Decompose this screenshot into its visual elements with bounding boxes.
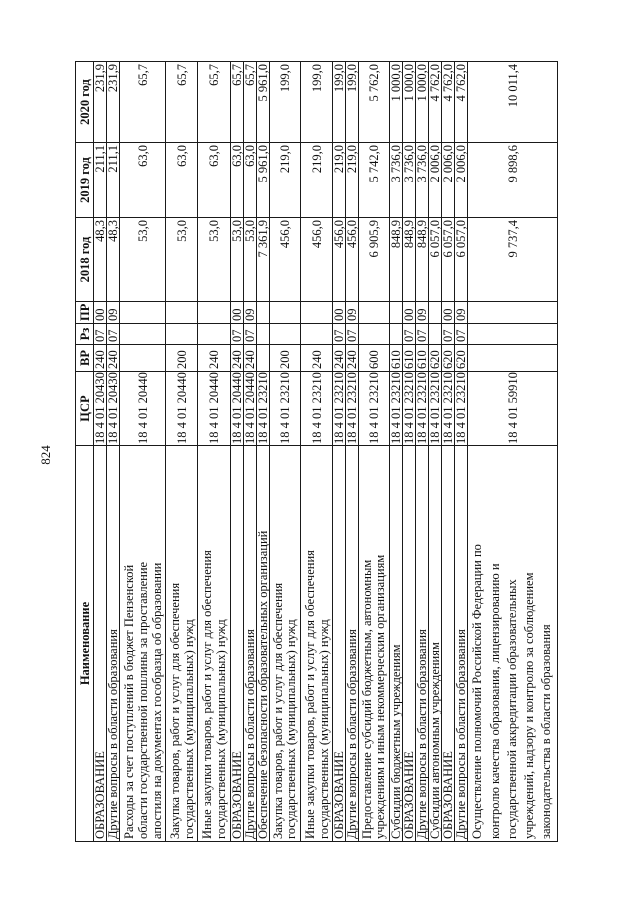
cell-2019: 211,1 — [94, 143, 107, 218]
table-row — [94, 62, 107, 842]
cell-name — [107, 446, 120, 842]
table-row — [198, 62, 231, 842]
cell-name-line: законодательства в области образования — [539, 624, 554, 839]
cell-2019: 219,0 — [270, 143, 301, 218]
header-2019: 2019 год — [76, 143, 94, 218]
cell-pr: 00 — [403, 302, 416, 324]
cell-rz: 07 — [107, 324, 120, 345]
cell-2020: 1 000,0 — [403, 62, 416, 143]
cell-vr: 620 — [429, 345, 442, 372]
cell-2020: 10 011,4 — [468, 62, 558, 143]
table-row — [429, 62, 442, 842]
cell-pr — [390, 302, 403, 324]
cell-vr: 610 — [403, 345, 416, 372]
cell-name — [455, 446, 468, 842]
cell-name-line: апостиля на документах гособразца об образовании — [149, 562, 164, 839]
cell-name-line: Иные закупки товаров, работ и услуг для обеспечения — [302, 550, 317, 839]
cell-rz — [270, 324, 301, 345]
cell-vr: 240 — [107, 345, 120, 372]
cell-2018: 848,9 — [416, 218, 429, 302]
cell-rz: 07 — [403, 324, 416, 345]
cell-vr: 240 — [244, 345, 257, 372]
cell-name — [244, 446, 257, 842]
cell-2018: 456,0 — [301, 218, 333, 302]
cell-csr: 18 4 01 23210 — [332, 372, 346, 444]
cell-2018: 6 057,0 — [455, 218, 468, 302]
cell-vr: 610 — [416, 345, 429, 372]
cell-2019: 63,0 — [244, 143, 257, 218]
header-row — [76, 62, 94, 842]
cell-name — [416, 446, 429, 842]
cell-name-line: государственных (муниципальных) нужд — [316, 619, 331, 839]
cell-2020: 65,7 — [198, 62, 231, 143]
cell-2020: 199,0 — [270, 62, 301, 143]
cell-2018: 6 057,0 — [442, 218, 455, 302]
cell-csr: 18 4 01 20430 — [106, 372, 120, 444]
cell-name — [231, 446, 244, 842]
cell-name — [257, 446, 270, 842]
cell-pr — [359, 302, 390, 324]
cell-pr: 09 — [244, 302, 257, 324]
cell-csr: 18 4 01 23210 — [441, 372, 455, 444]
cell-rz — [301, 324, 333, 345]
cell-pr — [301, 302, 333, 324]
cell-vr: 200 — [270, 345, 301, 372]
table-body — [94, 62, 558, 842]
cell-csr: 18 4 01 20440 — [166, 372, 198, 446]
cell-csr: 18 4 01 20440 — [120, 372, 166, 446]
cell-2019: 3 736,0 — [416, 143, 429, 218]
cell-2019: 3 736,0 — [403, 143, 416, 218]
cell-vr: 240 — [198, 345, 231, 372]
cell-csr: 18 4 01 20430 — [93, 372, 107, 444]
cell-2019: 63,0 — [120, 143, 166, 218]
cell-csr: 18 4 01 23210 — [256, 372, 270, 444]
cell-csr: 18 4 01 23210 — [345, 372, 359, 444]
cell-2020: 5 762,0 — [359, 62, 390, 143]
cell-name-line: Субсидии бюджетным учреждениям — [389, 644, 403, 839]
cell-2020: 4 762,0 — [429, 62, 442, 143]
cell-pr: 00 — [231, 302, 244, 324]
header-name: Наименование — [76, 446, 94, 842]
header-csr: ЦСР — [76, 372, 94, 446]
cell-name-line: Другие вопросы в области образования — [454, 629, 468, 839]
cell-rz — [390, 324, 403, 345]
cell-name-line: ОБРАЗОВАНИЕ — [93, 751, 107, 839]
cell-2018: 848,9 — [390, 218, 403, 302]
cell-2019: 9 898,6 — [468, 143, 558, 218]
cell-2019: 63,0 — [231, 143, 244, 218]
table-row — [301, 62, 333, 842]
cell-2019: 219,0 — [301, 143, 333, 218]
cell-name-line: Закупка товаров, работ и услуг для обеспечения — [167, 582, 182, 839]
cell-vr: 610 — [390, 345, 403, 372]
cell-name-line: государственной аккредитации образовательных — [504, 579, 519, 839]
cell-pr — [429, 302, 442, 324]
cell-pr — [468, 302, 558, 324]
table-row — [257, 62, 270, 842]
table-container — [75, 62, 556, 842]
cell-rz — [429, 324, 442, 345]
cell-csr: 18 4 01 23210 — [270, 372, 301, 446]
cell-vr — [257, 345, 270, 372]
cell-name — [94, 446, 107, 842]
cell-name-line: государственных (муниципальных) нужд — [181, 619, 196, 839]
cell-2020: 199,0 — [346, 62, 359, 143]
cell-rz: 07 — [333, 324, 346, 345]
cell-csr: 18 4 01 23210 — [301, 372, 333, 446]
cell-name — [198, 446, 231, 842]
table-row — [403, 62, 416, 842]
cell-2020: 4 762,0 — [442, 62, 455, 143]
cell-rz — [257, 324, 270, 345]
cell-pr: 09 — [455, 302, 468, 324]
cell-2019: 5 961,0 — [257, 143, 270, 218]
cell-name-line: ОБРАЗОВАНИЕ — [441, 751, 455, 839]
cell-name-line: государственных (муниципальных) нужд — [214, 619, 228, 839]
cell-name-line: государственных (муниципальных) нужд — [284, 619, 298, 839]
cell-vr: 240 — [94, 345, 107, 372]
cell-2019: 2 006,0 — [429, 143, 442, 218]
table-row — [270, 62, 301, 842]
cell-2020: 65,7 — [231, 62, 244, 143]
cell-rz: 07 — [346, 324, 359, 345]
cell-name — [429, 446, 442, 842]
cell-vr: 240 — [231, 345, 244, 372]
cell-vr: 240 — [333, 345, 346, 372]
cell-rz — [166, 324, 198, 345]
cell-vr: 240 — [346, 345, 359, 372]
cell-2019: 5 742,0 — [359, 143, 390, 218]
cell-vr: 200 — [166, 345, 198, 372]
cell-name — [120, 446, 166, 842]
cell-rz: 07 — [455, 324, 468, 345]
cell-2018: 456,0 — [346, 218, 359, 302]
cell-2018: 53,0 — [231, 218, 244, 302]
cell-name — [270, 446, 301, 842]
table-row — [359, 62, 390, 842]
cell-rz: 07 — [442, 324, 455, 345]
cell-vr: 620 — [455, 345, 468, 372]
cell-name-line: Другие вопросы в области образования — [106, 629, 120, 839]
cell-2020: 4 762,0 — [455, 62, 468, 143]
cell-pr: 09 — [416, 302, 429, 324]
cell-2019: 2 006,0 — [442, 143, 455, 218]
cell-csr: 18 4 01 23210 — [428, 372, 442, 444]
cell-2019: 3 736,0 — [390, 143, 403, 218]
cell-2018: 53,0 — [120, 218, 166, 302]
cell-2018: 53,0 — [166, 218, 198, 302]
cell-2018: 48,3 — [107, 218, 120, 302]
cell-2019: 211,1 — [107, 143, 120, 218]
cell-name-line: области государственной пошлины за проставление — [135, 561, 150, 839]
cell-2020: 1 000,0 — [390, 62, 403, 143]
table-row — [107, 62, 120, 842]
cell-name — [468, 446, 558, 842]
cell-name — [390, 446, 403, 842]
cell-pr: 00 — [333, 302, 346, 324]
budget-table — [75, 61, 558, 842]
table-row — [468, 62, 558, 842]
cell-2020: 199,0 — [301, 62, 333, 143]
cell-vr: 620 — [442, 345, 455, 372]
cell-name — [346, 446, 359, 842]
cell-rz — [198, 324, 231, 345]
page-number: 824 — [38, 445, 53, 465]
cell-name-line: контролю качества образования, лицензированию и — [487, 563, 502, 839]
header-2020: 2020 год — [76, 62, 94, 143]
cell-2018: 848,9 — [403, 218, 416, 302]
cell-name-line: Осуществление полномочий Российской Федерации по — [470, 544, 485, 839]
cell-csr: 18 4 01 59910 — [468, 372, 558, 446]
cell-name-line: Иные закупки товаров, работ и услуг для обеспечения — [199, 550, 214, 839]
cell-2018: 9 737,4 — [468, 218, 558, 302]
header-rz: Рз — [76, 324, 94, 345]
cell-pr — [166, 302, 198, 324]
cell-name — [301, 446, 333, 842]
cell-2018: 456,0 — [333, 218, 346, 302]
table-row — [416, 62, 429, 842]
cell-name-line: Закупка товаров, работ и услуг для обеспечения — [270, 582, 285, 839]
header-2018: 2018 год — [76, 218, 94, 302]
table-row — [166, 62, 198, 842]
cell-name-line: ОБРАЗОВАНИЕ — [332, 751, 346, 839]
header-vr: ВР — [76, 345, 94, 372]
cell-name-line: Расходы за счет поступлений в бюджет Пензенской — [121, 564, 136, 839]
cell-2020: 65,7 — [166, 62, 198, 143]
table-row — [231, 62, 244, 842]
table-row — [390, 62, 403, 842]
cell-2020: 65,7 — [244, 62, 257, 143]
cell-name-line: учреждений, надзору и контролю за соблюдением — [522, 572, 537, 839]
cell-2019: 219,0 — [333, 143, 346, 218]
cell-csr: 18 4 01 23210 — [402, 372, 416, 444]
cell-csr: 18 4 01 23210 — [454, 372, 468, 444]
cell-2020: 231,9 — [107, 62, 120, 143]
cell-2018: 7 361,9 — [257, 218, 270, 302]
cell-csr: 18 4 01 20440 — [243, 372, 257, 444]
cell-rz — [359, 324, 390, 345]
cell-csr: 18 4 01 23210 — [359, 372, 390, 446]
cell-pr: 09 — [107, 302, 120, 324]
cell-2019: 63,0 — [166, 143, 198, 218]
cell-name-line: ОБРАЗОВАНИЕ — [402, 751, 416, 839]
cell-name-line: учреждениям и иным некоммерческим организациям — [373, 554, 387, 839]
table-row — [442, 62, 455, 842]
cell-csr: 18 4 01 20440 — [230, 372, 244, 444]
cell-pr: 00 — [94, 302, 107, 324]
cell-vr — [468, 345, 558, 372]
cell-2020: 5 961,0 — [257, 62, 270, 143]
table-row — [333, 62, 346, 842]
cell-2018: 456,0 — [270, 218, 301, 302]
cell-2019: 219,0 — [346, 143, 359, 218]
cell-2018: 53,0 — [198, 218, 231, 302]
cell-2019: 63,0 — [198, 143, 231, 218]
cell-csr: 18 4 01 23210 — [389, 372, 403, 444]
cell-vr: 600 — [359, 345, 390, 372]
cell-name-line: Предоставление субсидий бюджетным, автономным — [359, 559, 374, 839]
table-row — [346, 62, 359, 842]
cell-name-line: Другие вопросы в области образования — [415, 629, 429, 839]
cell-2020: 199,0 — [333, 62, 346, 143]
cell-vr — [120, 345, 166, 372]
cell-2018: 48,3 — [94, 218, 107, 302]
cell-rz: 07 — [244, 324, 257, 345]
cell-name — [166, 446, 198, 842]
cell-pr — [270, 302, 301, 324]
cell-csr: 18 4 01 23210 — [415, 372, 429, 444]
cell-name — [359, 446, 390, 842]
cell-name-line: Другие вопросы в области образования — [243, 629, 257, 839]
cell-pr — [120, 302, 166, 324]
cell-csr: 18 4 01 20440 — [198, 372, 231, 446]
cell-rz — [120, 324, 166, 345]
table-header — [76, 62, 94, 842]
cell-name-line: Субсидии автономным учреждениям — [428, 642, 442, 839]
cell-name — [442, 446, 455, 842]
cell-2018: 6 905,9 — [359, 218, 390, 302]
table-row — [455, 62, 468, 842]
table-row — [244, 62, 257, 842]
cell-name — [403, 446, 416, 842]
cell-rz: 07 — [94, 324, 107, 345]
cell-2020: 231,9 — [94, 62, 107, 143]
cell-pr: 09 — [346, 302, 359, 324]
cell-2020: 1 000,0 — [416, 62, 429, 143]
cell-pr: 00 — [442, 302, 455, 324]
cell-2018: 53,0 — [244, 218, 257, 302]
cell-2018: 6 057,0 — [429, 218, 442, 302]
cell-rz: 07 — [231, 324, 244, 345]
cell-pr — [257, 302, 270, 324]
cell-name-line: Другие вопросы в области образования — [345, 629, 359, 839]
cell-rz — [468, 324, 558, 345]
cell-name-line: Обеспечение безопасности образовательных организаций — [256, 530, 270, 839]
cell-vr: 240 — [301, 345, 333, 372]
cell-name-line: ОБРАЗОВАНИЕ — [230, 751, 244, 839]
cell-2019: 2 006,0 — [455, 143, 468, 218]
cell-rz: 07 — [416, 324, 429, 345]
table-row — [120, 62, 166, 842]
header-pr: ПР — [76, 302, 94, 324]
cell-pr — [198, 302, 231, 324]
cell-name — [333, 446, 346, 842]
cell-2020: 65,7 — [120, 62, 166, 143]
